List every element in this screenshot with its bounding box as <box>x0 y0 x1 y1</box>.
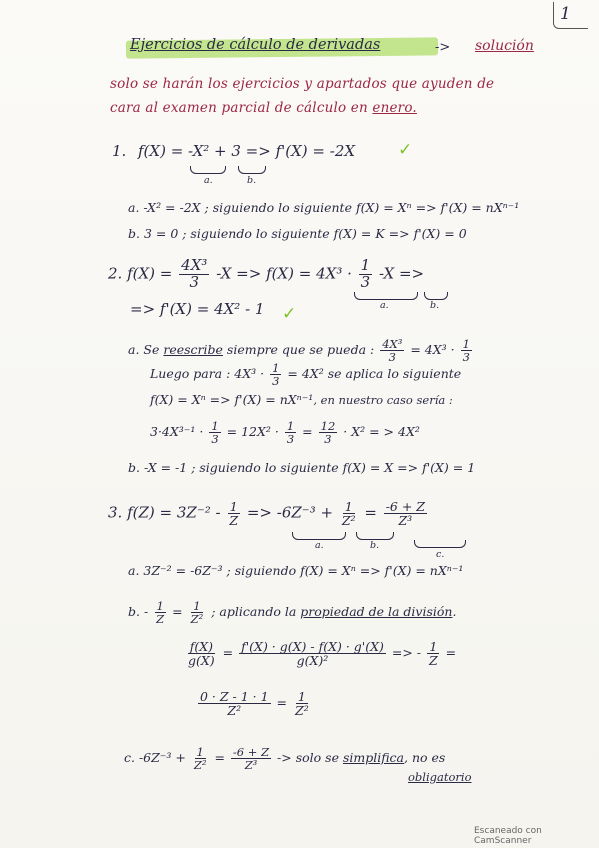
ex1-brace-a <box>190 166 226 174</box>
ex2-a2-frac-num: 1 <box>272 361 280 375</box>
title-solution: solución <box>475 38 534 54</box>
ex3-c-f2-num: -6 + Z <box>232 745 270 759</box>
ex3-f1-num: 1 <box>229 499 238 514</box>
title-arrow: -> <box>435 40 451 55</box>
ex1-main: f(X) = -X² + 3 => f'(X) = -2X <box>138 142 356 160</box>
ex3-res-fraction-2 <box>293 690 311 717</box>
ex2-frac-num: 4X³ <box>181 256 208 274</box>
ex3-part-c-line1 <box>124 746 445 771</box>
page-title: Ejercicios de cálculo de derivadas <box>130 37 381 53</box>
ex2-a4-d: · X² = > 4X² <box>343 424 420 440</box>
ex1-number: 1. <box>112 142 127 160</box>
ex3-quot-f3-den: Z <box>428 653 438 669</box>
ex3-res-eq: = <box>276 695 288 711</box>
ex3-c-fraction-1 <box>192 746 209 771</box>
ex2-part-a-line1 <box>128 338 474 363</box>
ex3-res-f1-den: Z² <box>227 703 242 719</box>
ex2-a2-frac-den: 3 <box>272 374 280 389</box>
ex3-result <box>196 690 313 717</box>
ex2-a1-eq: = 4X³ · <box>410 342 455 358</box>
ex3-b-f2-num: 1 <box>193 599 201 613</box>
ex3-c-prefix: c. -6Z⁻³ + <box>124 750 186 766</box>
ex3-b-eq: = <box>172 604 183 620</box>
ex2-brace-b <box>424 292 448 300</box>
ex3-eq: = <box>364 503 377 522</box>
ex3-f3-den: Z³ <box>398 513 413 529</box>
ex3-part-a: a. 3Z⁻² = -6Z⁻³ ; siguiendo f(X) = Xⁿ => f'(X) = nXⁿ⁻¹ <box>128 563 464 578</box>
ex3-b-f1-den: Z <box>156 612 165 627</box>
ex2-tail: -X => <box>379 264 425 283</box>
ex3-brace-a <box>292 532 346 540</box>
ex3-b-f2-den: Z² <box>190 612 204 627</box>
ex2-a1-fraction <box>380 338 404 363</box>
ex3-part-b-line1 <box>128 600 456 625</box>
ex2-part-a-line2 <box>150 362 461 387</box>
ex2-fraction <box>179 258 209 291</box>
ex2-checkmark: ✓ <box>282 304 297 324</box>
ex3-line1 <box>108 500 429 527</box>
ex2-mid-frac-num: 1 <box>360 256 371 274</box>
ex2-a3-rule: f(X) = Xⁿ => f'(X) = nXⁿ⁻¹ <box>150 392 314 407</box>
ex2-a1-frac-den: 3 <box>388 350 396 365</box>
title-block <box>130 37 380 53</box>
ex2-part-a-line4 <box>150 420 420 445</box>
ex3-fraction-2 <box>340 500 358 527</box>
ex2-a3-rest: , en nuestro caso sería : <box>313 393 453 407</box>
ex3-c-rest-word: simplifica <box>342 750 405 766</box>
ex3-quot-tail: => - <box>391 645 421 661</box>
ex1-brace-b <box>238 166 266 174</box>
ex3-arrow: => -6Z⁻³ + <box>246 503 334 522</box>
ex3-f2-num: 1 <box>344 499 353 514</box>
ex3-part-c-line2: obligatorio <box>408 770 472 784</box>
ex3-quot-fraction-1 <box>186 640 217 667</box>
ex3-b-rest-pre: ; aplicando la <box>211 604 297 620</box>
ex3-fraction-3 <box>384 500 427 527</box>
ex2-number: 2. <box>108 264 123 283</box>
ex1-brace-label-a: a. <box>204 175 213 186</box>
ex3-quot-f1-num: f(X) <box>189 639 213 654</box>
ex2-a1-word: reescribe <box>163 342 223 358</box>
ex3-res-f1-num: 0 · Z - 1 · 1 <box>200 689 269 704</box>
ex2-frac-den: 3 <box>189 272 200 291</box>
ex1-checkmark: ✓ <box>398 140 413 160</box>
ex3-c-eq: = <box>214 750 225 766</box>
ex3-brace-c <box>414 540 466 548</box>
intro-line-1: solo se harán los ejercicios y apartados que ayuden de <box>110 76 495 92</box>
ex3-c-f1-num: 1 <box>196 745 204 759</box>
ex3-quot-f2-num: f'(X) · g(X) - f(X) · g'(X) <box>241 639 384 654</box>
intro-line-2-prefix: cara al examen parcial de cálculo en <box>110 100 368 116</box>
ex3-c-f1-den: Z² <box>193 758 207 773</box>
ex2-a4-f2-num: 1 <box>286 419 295 433</box>
ex2-mid: -X => f(X) = 4X³ · <box>216 264 352 283</box>
ex2-a1-frac2-num: 1 <box>462 337 470 351</box>
ex2-a1-frac2-den: 3 <box>462 350 470 365</box>
ex3-b-prefix: b. - <box>128 604 149 620</box>
ex2-line2: => f'(X) = 4X² - 1 <box>130 300 265 318</box>
ex3-c-rest-post: , no es <box>404 750 446 766</box>
ex3-brace-b <box>356 532 394 540</box>
ex2-a4-f1-num: 1 <box>211 419 219 433</box>
ex2-a4-c: = <box>302 424 313 440</box>
ex3-quot-eq: = <box>222 645 234 661</box>
ex2-brace-label-b: b. <box>430 300 440 311</box>
intro-line-2 <box>110 100 417 116</box>
ex2-a2-fraction <box>270 362 281 387</box>
ex3-res-fraction-1 <box>198 690 271 717</box>
ex3-b-fraction-1 <box>154 600 166 625</box>
ex2-a1-fraction-2 <box>461 338 472 363</box>
ex3-f3-num: -6 + Z <box>385 499 425 514</box>
ex3-f2-den: Z² <box>341 513 356 529</box>
ex3-brace-label-c: c. <box>436 549 445 560</box>
ex2-line1 <box>108 258 424 291</box>
ex2-brace-label-a: a. <box>380 300 389 311</box>
ex3-c-f2-den: Z³ <box>244 758 258 773</box>
ex1-part-b: b. 3 = 0 ; siguiendo lo siguiente f(X) = K => f'(X) = 0 <box>128 226 467 241</box>
ex3-brace-label-b: b. <box>370 540 380 551</box>
ex2-lhs: f(X) = <box>127 264 173 283</box>
ex2-a4-f3-num: 12 <box>320 419 336 433</box>
intro-line-2-word: enero. <box>372 100 417 116</box>
ex2-a1-prefix: a. Se <box>128 342 160 358</box>
ex2-a4-fraction-3 <box>319 420 338 445</box>
ex3-quot-fraction-2 <box>239 640 386 667</box>
ex3-number: 3. <box>108 503 123 522</box>
ex2-a4-f1-den: 3 <box>211 432 219 447</box>
ex3-res-f2-den: Z² <box>295 703 309 719</box>
ex2-mid-fraction <box>359 258 373 291</box>
ex3-b-rest-post: . <box>452 604 457 620</box>
ex3-b-rest-word: propiedad de la división <box>300 604 453 620</box>
ex3-lhs: f(Z) = 3Z⁻² - <box>127 503 221 522</box>
ex3-c-rest-pre: -> solo se <box>277 750 339 766</box>
ex2-a2-rest: = 4X² se aplica lo siguiente <box>287 366 462 382</box>
ex2-mid-frac-den: 3 <box>360 272 371 291</box>
ex3-quot-fraction-3 <box>427 640 440 667</box>
ex1-part-a: a. -X² = -2X ; siguiendo lo siguiente f(X) = Xⁿ => f'(X) = nXⁿ⁻¹ <box>128 200 520 215</box>
ex2-a4-f3-den: 3 <box>324 432 332 447</box>
ex3-fraction-1 <box>227 500 240 527</box>
ex3-quot-f1-den: g(X) <box>188 653 215 669</box>
ex2-brace-a <box>354 292 418 300</box>
ex2-a2-prefix: Luego para : 4X³ · <box>150 366 265 382</box>
ex2-part-b: b. -X = -1 ; siguiendo lo siguiente f(X) = X => f'(X) = 1 <box>128 460 476 475</box>
ex2-a1-frac-num: 4X³ <box>382 337 403 351</box>
ex3-quotient-rule <box>184 640 456 667</box>
ex2-a4-fraction-1 <box>209 420 220 445</box>
ex1-brace-label-b: b. <box>247 175 257 186</box>
ex3-brace-label-a: a. <box>315 540 324 551</box>
ex3-f1-den: Z <box>229 513 239 529</box>
ex2-a1-rest: siempre que se pueda : <box>226 342 375 358</box>
ex2-part-a-line3 <box>150 392 453 407</box>
ex3-quot-end: = <box>445 645 457 661</box>
ex3-quot-f2-den: g(X)² <box>296 653 329 669</box>
ex3-b-f1-num: 1 <box>156 599 164 613</box>
scanner-footer: Escaneado con CamScanner <box>474 826 542 846</box>
ex2-a4-fraction-2 <box>285 420 296 445</box>
ex3-res-f2-num: 1 <box>297 689 306 704</box>
ex3-c-fraction-2 <box>231 746 271 771</box>
ex3-b-fraction-2 <box>189 600 206 625</box>
ex2-a4-a: 3·4X³⁻¹ · <box>150 424 204 440</box>
ex2-a4-b: = 12X² · <box>226 424 279 440</box>
page-number: 1 <box>560 4 571 24</box>
ex3-quot-f3-num: 1 <box>429 639 438 654</box>
ex2-a4-f2-den: 3 <box>286 432 295 447</box>
